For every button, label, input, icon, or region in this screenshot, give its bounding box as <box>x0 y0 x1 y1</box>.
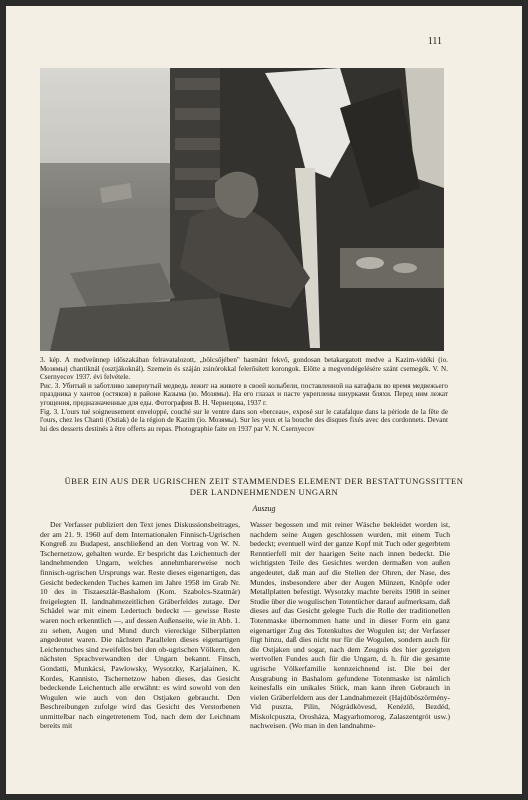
photograph <box>40 68 444 351</box>
article-title-line2: DER LANDNEHMENDEN UNGARN <box>189 487 339 497</box>
article-title-line1: ÜBER EIN AUS DER UGRISCHEN ZEIT STAMMENDES ELEMENT DER BESTATTUNGSSITTEN <box>64 476 464 486</box>
left-column-text: Der Verfasser publiziert den Text jenes Diskussionsbeitrages, der am 21. 9. 1960 auf dem Internationalen Finnisch-Ugrischen Kongreß zu Budapest, anschließend an den Vortrag von W. N. Tschernetzow, gehalten wurde. Er bespricht das Leichentuch der landnehmenden Ungarn, welches annehmbarerweise noch finnisch-ugrischen Ursprungs war. Reste dieses eigenartigen, das Gesicht bedeckenden Tuches kamen im Jahre 1958 im Grab Nr. 10 des in Tiszaeszlár-Bashalom (Kom. Szabolcs-Szatmár) freigelegten II. landnahmezeitlichen Gräberfeldes zutage. Der Schädel war mit einem Ledertuch bedeckt — gewisse Reste waren noch erkenntlich —, auf dessen Außenseite, wie in Abb. 1. zu sehen, Augen und Mund durch viereckige Silberplatten angedeutet waren. Die nächsten Parallelen dieses eigenartigen Leichentuches sind zweifellos bei den ob-ugrischen Völkern, den nächsten Sprachverwandten der Ungarn bekannt. Finsch, Gondatti, Munkácsi, Pawlowsky, Wysotzky, Karjalainen, K. Kordes, Kannisto, Tschernetzow haben dieses, das Gesicht bedeckende Leichentuch alle erwähnt: es wird sowohl von den Wogulen wie auch von den Ostjaken gebraucht. Den Beschreibungen zufolge wird das Gesicht des Verstorbenen unmittelbar nach eingetretenem Tod, nach dem der Leichnam bereits mit <box>40 520 240 731</box>
right-column-text: Wasser begossen und mit reiner Wäsche bekleidet worden ist, nachdem seine Augen geschlossen wurden, mit einem Tuch bedeckt; eventuell wird der ganze Kopf mit Tuch oder gegerbtem Renntierfell mit der haarigen Seite nach innen bedeckt. Die wichtigsten Teile des Gesichtes werden dermaßen von außen angedeutet, daß man auf die Stellen der Ohren, der Nase, des Mundes, insbesondere aber der Augen Münzen, Knöpfe oder Metallplatten befestigt. Wysotzky machte bereits 1908 in seiner Studie über die wogulischen Totentücher darauf aufmerksam, daß dieses auf das Gesicht gelegte Tuch die Rolle der traditionellen Totenmaske übernommen hatte und in dieser Form ein ganz eigenartiger Zug des Totenkultes der Wogulen ist; der Verfasser fügt hinzu, daß dies nicht nur für die Wogulen, sondern auch für die Ostjaken und sogar, nach dem Zeugnis des hier gezeigten wertvollen Fundes auch für die Ungarn, d. h. für die gesamte ugrische Völkerfamilie kennzeichnend ist. Die bei der Ausgrabung in Bashalom gefundene Totenmaske ist nämlich keinesfalls ein unikales Stück, man kann ihren Gebrauch in vielen Gräberfeldern aus der Landnahmezeit (Hajdúböszörmény-Vid puszta, Pilin, Nógrádkövesd, Kenézlő, Bezdéd, Miskolcpuszta, Orosháza, Magyarhomorog, Zalaszentgrót usw.) nachweisen. (Wo man in den landnahme- <box>250 520 450 731</box>
caption-russian: Рис. 3. Убитый и заботливо завернутый медведь лежит на животе в своей колыбели, поставленной на катафалк во время медвежьего праздника у хантов (остяков) в районе Казыма (ю. Мозямы). На его глазах и пасте укреплены шнурками бляхи. Перед ним лежат угощения, предназначенные для еды. Фотография В. Н. Чернецова, 1937 г. <box>40 381 448 407</box>
caption-hungarian: 3. kép. A medveünnep időszakában felravatalozott, „bölcsőjében" hasmánt fekvő, gondosan betakargatott medve a Kazim-vidéki (io. Мозямы) chantiknál (osztjákoknál). Szemein és száján zsinórokkal felerősített korongok. Előtte a megvendégelésére szánt csemegék. V. N. Csernyecov 1937. évi felvétele. <box>40 356 448 382</box>
text-column-left <box>40 520 240 731</box>
figure-caption <box>40 356 448 433</box>
photograph-image <box>40 68 444 351</box>
page-number: 111 <box>427 36 442 47</box>
article-title <box>26 476 502 498</box>
caption-french: Fig. 3. L'ours tué soigneusement enveloppé, couché sur le ventre dans son «berceau», exposé sur le catafalque dans la période de la fête de l'ours, chez les Chanti (Ostiak) de la région de Kazim (io. Мозямы). Sur les yeux et la bouche des disques fixés avec des cordonnets. Devant lui des desserts destinés à être offerts au repas. Photographie faite en 1937 par V. N. Csernyecov <box>40 407 448 433</box>
text-column-right <box>250 520 450 731</box>
document-page <box>6 6 522 794</box>
article-subtitle: Auszug <box>252 504 276 513</box>
